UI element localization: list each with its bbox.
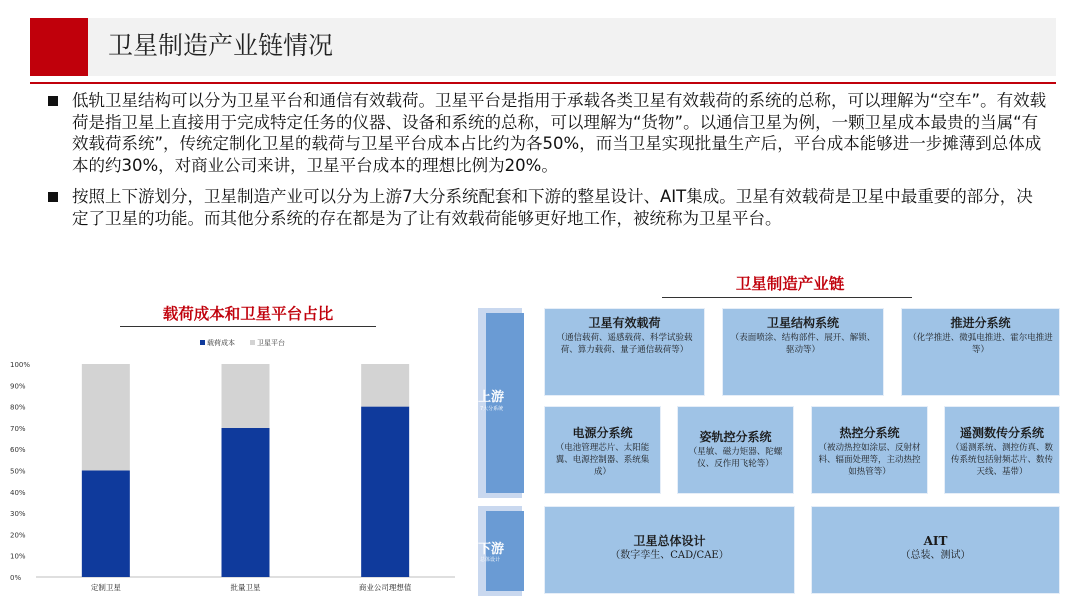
upstream-sub-label: 7大分系统 [480,406,504,412]
box-title: 推进分系统 [950,316,1011,330]
x-tick-label: 定制卫星 [90,583,121,592]
downstream-sub-label: 总体设计 [480,557,501,563]
box-description: （星敏、磁力矩器、陀螺仪、反作用飞轮等） [688,447,783,469]
bullet-list [48,90,1048,239]
legend-label: 卫星平台 [257,339,285,347]
overall-design-box [544,506,795,594]
box-title: 电源分系统 [572,426,633,440]
box-description: （化学推进、微弧电推进、霍尔电推进等） [908,333,1053,355]
page-title: 卫星制造产业链情况 [108,31,334,60]
bullet-item [48,186,1048,229]
thermal-control-box [811,406,928,494]
box-title: 卫星总体设计 [633,534,706,548]
y-tick-label: 10% [10,552,26,561]
stacked-bar-chart [0,336,470,600]
y-tick-label: 70% [10,424,26,433]
box-title: 热控分系统 [839,426,900,440]
y-tick-label: 40% [10,488,26,497]
box-title: 卫星有效载荷 [588,316,661,330]
y-tick-label: 0% [10,574,22,582]
box-title: 姿轨控分系统 [699,430,772,444]
box-description: （通信载荷、遥感载荷、科学试验载荷、算力载荷、量子通信载荷等） [556,333,693,355]
telemetry-box [944,406,1060,494]
propulsion-box [901,308,1060,396]
downstream-band [478,506,522,596]
y-tick-label: 60% [10,446,26,455]
attitude-control-box [677,406,794,494]
bar-segment [222,364,270,428]
header-divider [30,82,1056,84]
legend-swatch [200,340,205,345]
bullet-text: 按照上下游划分，卫星制造产业可以分为上游7大分系统配套和下游的整星设计、AIT集成。卫星有效载荷是卫星中最重要的部分，决定了卫星的功能。而其他分系统的存在都是为了让有效载荷能够更好地工作，被统称为卫星平台。 [72,187,1033,228]
industry-chain-title: 卫星制造产业链 [735,275,845,293]
bullet-text: 低轨卫星结构可以分为卫星平台和通信有效载荷。卫星平台是指用于承载各类卫星有效载荷的系统的总称，可以理解为“空车”。有效载荷是指卫星上直接用于完成特定任务的仪器、设备和系统的总称，可以理解为“货物”。以通信卫星为例，一颗卫星成本最贵的当属“有效载荷系统”，传统定制化卫星的载荷与卫星平台成本占比约为各50%，而当卫星实现批量生产后，平台成本能够进一步摊薄到总体成本的约30%，对商业公司来讲，卫星平台成本的理想比例为20%。 [72,91,1047,175]
industry-chain-underline [662,297,912,298]
bar-segment [222,428,270,577]
y-tick-label: 80% [10,403,26,412]
box-title: 卫星结构系统 [766,316,839,330]
title-accent-block [30,18,88,76]
chart-title: 载荷成本和卫星平台占比 [162,305,334,323]
bar-segment [361,407,409,577]
downstream-label: 下游 [478,542,505,557]
payload-box [544,308,705,396]
upstream-band [478,308,522,498]
box-description: （遥测系统、测控仿真、数传系统包括射频芯片、数传天线、基带） [951,443,1054,477]
y-tick-label: 50% [10,467,26,476]
bullet-square-icon [48,192,58,202]
box-description: （被动热控如涂层、反射材料、辐面处理等，主动热控如热管等） [818,443,921,477]
bullet-square-icon [48,96,58,106]
x-tick-label: 批量卫星 [230,583,261,592]
bar-segment [82,364,130,471]
box-description: （数字孪生、CAD/CAE） [610,550,729,561]
industry-chain-diagram [478,308,1060,600]
structure-box [722,308,884,396]
y-tick-label: 30% [10,510,26,519]
bar-segment [361,364,409,407]
chart-title-underline [120,326,376,327]
upstream-label: 上游 [478,390,505,405]
y-tick-label: 20% [10,531,26,540]
box-description: （表面喷涂、结构部件、展开、解锁、驱动等） [730,333,876,355]
box-description: （总装、测试） [900,550,971,561]
legend-label: 载荷成本 [207,339,235,347]
box-description: （电池管理芯片、太阳能翼、电源控制器、系统集成） [555,443,650,477]
y-tick-label: 100% [10,361,31,369]
bar-segment [82,471,130,578]
box-title: 遥测数传分系统 [959,426,1044,440]
bullet-item [48,90,1048,176]
ait-box [811,506,1060,594]
y-tick-label: 90% [10,382,26,391]
x-tick-label: 商业公司理想值 [358,583,412,592]
box-title: AIT [923,534,948,548]
power-box [544,406,661,494]
legend-swatch [250,340,255,345]
